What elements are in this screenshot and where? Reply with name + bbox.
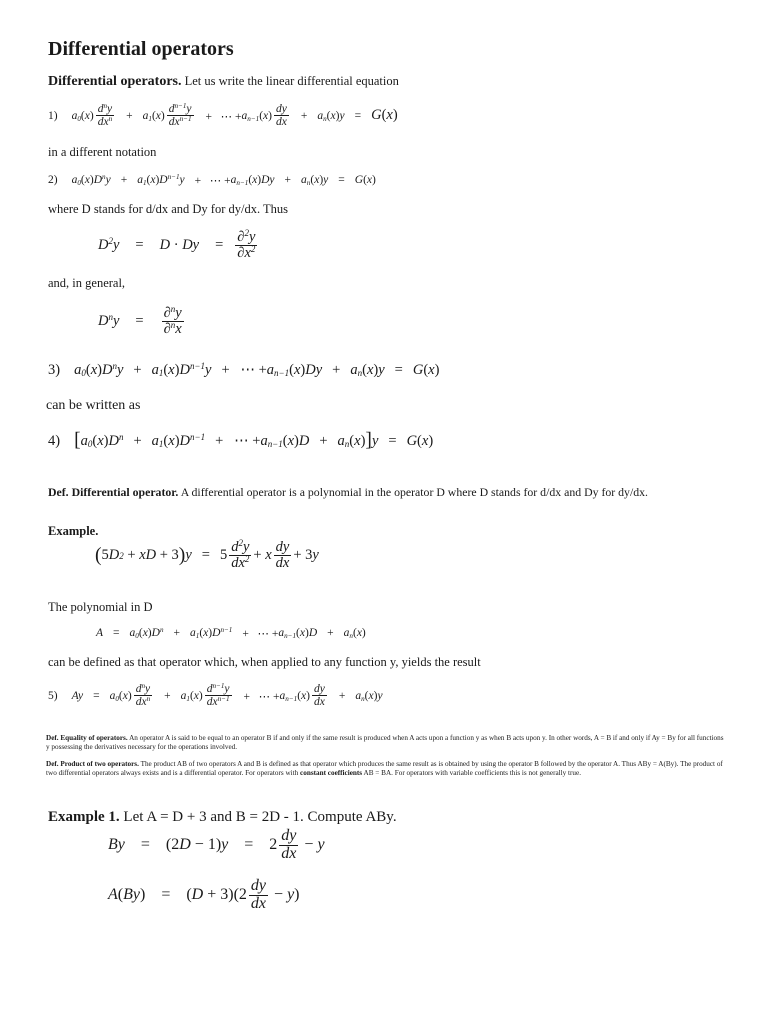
definition-differential-operator-text: A differential operator is a polynomial in the operator D where D stands for d/dx and Dy for dy/dx. — [180, 485, 648, 499]
equation-a-by: A(By) = ( D + 3)(2 $\frac{dy}{dx}$ − y ) — [108, 877, 300, 912]
page-title: Differential operators — [48, 38, 234, 60]
equation-4: 4) [ $a_0(x)D^n$ + $a_1(x)D^{n-1}$ + ⋯ + $a_{n-1}(x)D$ + $a_n(x)$ ] y = G(x) — [48, 430, 434, 451]
example-label: Example. — [48, 524, 99, 538]
example-1 — [48, 809, 397, 826]
equation-1-number: 1) — [48, 109, 58, 122]
definition-product-text-1: The product AB of two operators A and B is defined as that operator which produces the same result as is obtained by using the operator B followed by the operator A. Thus ABy = A(By). The product of two differential operators always exists and is a differential operator. For operators with — [46, 760, 723, 777]
equation-5-number: 5) — [48, 689, 58, 702]
text-in-general: and, in general, — [48, 276, 126, 290]
equation-5: 5) Ay = $a_0(x)$ $\frac{d^ny}{dx^n}$ + $a_1(x)$ $\frac{d^{n-1}y}{dx^{n-1}}$ + ⋯ + $a_{n-1}(x)$ $\frac{dy}{dx}$ + $a_n(x)y$ — [48, 682, 383, 709]
intro-paragraph — [48, 74, 399, 90]
example-1-text: Let A = D + 3 and B = 2D - 1. Compute ABy. — [123, 809, 397, 825]
equation-example: ( 5 D 2 + xD + 3 ) y = 5 $\frac{d^2y}{dx^2}$ + x $\frac{dy}{dx}$ + 3 y — [95, 538, 319, 572]
equation-4-number: 4) — [48, 432, 61, 449]
equation-by: By = (2 D − 1) y = 2 $\frac{dy}{dx}$ − y — [108, 827, 325, 862]
definition-product-emphasis: constant coefficients — [300, 769, 363, 777]
text-can-be-defined: can be defined as that operator which, when applied to any function y, yields the result — [48, 655, 481, 669]
text-different-notation: in a different notation — [48, 145, 157, 159]
text-where-d: where D stands for d/dx and Dy for dy/dx. Thus — [48, 202, 289, 216]
definition-equality-text: An operator A is said to be equal to an operator B if and only if the same result is produced when A acts upon a function y as when B acts upon y. In other words, A = B if and only if Ay = By for all functions y possessing the derivatives necessary for the operations involved. — [46, 734, 724, 751]
equation-3-number: 3) — [48, 362, 61, 378]
equation-1: 1) $a_0(x)$ $\frac{d^ny}{dx^n}$ + $a_1(x)$ $\frac{d^{n-1}y}{dx^{n-1}}$ + ⋯ + $a_{n-1}(x)$ $\frac{dy}{dx}$ + $a_n(x)y$ = G(x) — [48, 102, 398, 129]
equation-3: 3) $a_0(x)D^ny$ + $a_1(x)D^{n-1}y$ + ⋯ + $a_{n-1}(x)Dy$ + $a_n(x)y$ = G(x) — [48, 361, 440, 379]
definition-product — [46, 760, 726, 778]
example-1-heading: Example 1. — [48, 809, 120, 825]
equation-second-derivative: $D^2y$ = D · Dy = $\frac{\partial^2y}{\partial x^2}$ — [98, 228, 256, 262]
definition-equality — [46, 734, 726, 752]
definition-equality-heading: Def. Equality of operators. — [46, 734, 128, 742]
equation-operator-a: A = $a_0(x)D^n$ + $a_1(x)D^{n-1}$ + ⋯ + $a_{n-1}(x)D$ + $a_n(x)$ — [96, 626, 366, 640]
intro-heading: Differential operators. — [48, 74, 182, 89]
equation-2: 2) $a_0(x)D^ny$ + $a_1(x)D^{n-1}y$ + ⋯ + $a_{n-1}(x)Dy$ + $a_n(x)y$ = G(x) — [48, 173, 376, 187]
equation-2-number: 2) — [48, 174, 58, 186]
definition-product-text-2: AB = BA. For operators with variable coefficients this is not generally true. — [363, 769, 582, 777]
text-polynomial-in-d: The polynomial in D — [48, 600, 153, 614]
intro-text: Let us write the linear differential equation — [184, 74, 399, 88]
definition-product-heading: Def. Product of two operators. — [46, 760, 139, 768]
equation-nth-derivative: $D^ny$ = $\frac{\partial^ny}{\partial^nx}$ — [98, 304, 182, 338]
text-can-be-written: can be written as — [46, 398, 141, 413]
definition-differential-operator-heading: Def. Differential operator. — [48, 485, 179, 499]
definition-differential-operator — [48, 485, 648, 500]
